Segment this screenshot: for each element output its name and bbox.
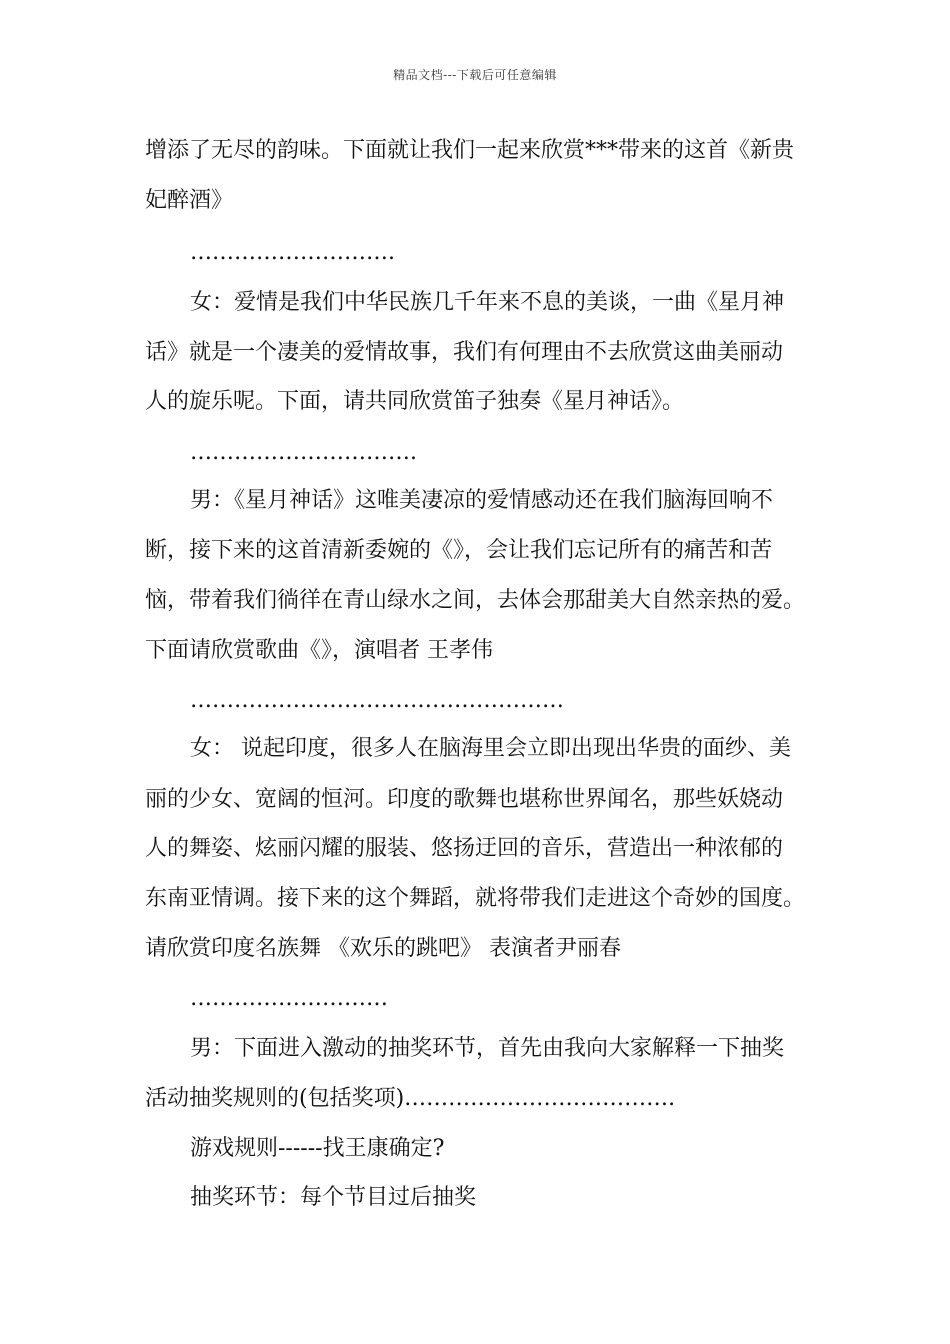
text-line: 增添了无尽的韵味。下面就让我们一起来欣赏***带来的这首《新贵 xyxy=(145,138,795,163)
text-line: 恼，带着我们徜徉在青山绿水之间，去体会那甜美大自然亲热的爱。 xyxy=(145,588,806,613)
text-line: 丽的少女、宽阔的恒河。印度的歌舞也堪称世界闻名，那些妖娆动 xyxy=(145,787,784,812)
text-line: 活动抽奖规则的(包括奖项)………………………………. xyxy=(145,1086,676,1111)
text-line: 话》就是一个凄美的爱情故事，我们有何理由不去欣赏这曲美丽动 xyxy=(145,340,784,365)
text-line: 东南亚情调。接下来的这个舞蹈，就将带我们走进这个奇妙的国度。 xyxy=(145,886,806,911)
text-line: 游戏规则------找王康确定? xyxy=(190,1136,445,1161)
text-line: 女： 说起印度，很多人在脑海里会立即出现出华贵的面纱、美 xyxy=(190,736,791,761)
text-line: 男：《星月神话》这唯美凄凉的爱情感动还在我们脑海回响不 xyxy=(190,488,774,513)
page-header: 精品文档---下载后可任意编辑 xyxy=(393,68,557,82)
ellipsis-line: ……………………… xyxy=(190,986,388,1011)
text-line: 下面请欣赏歌曲《》，演唱者 王孝伟 xyxy=(145,638,493,663)
ellipsis-line: ………………………. xyxy=(190,240,395,265)
ellipsis-line: …………………………. xyxy=(190,440,417,465)
text-line: 男：下面进入激动的抽奖环节，首先由我向大家解释一下抽奖 xyxy=(190,1036,785,1061)
text-line: 人的舞姿、炫丽闪耀的服装、悠扬迂回的音乐，营造出一种浓郁的 xyxy=(145,836,784,861)
ellipsis-line: …………………………………………… xyxy=(190,688,564,713)
text-line: 人的旋乐呢。下面，请共同欣赏笛子独奏《星月神话》。 xyxy=(145,389,685,414)
text-line: 请欣赏印度名族舞 《欢乐的跳吧》 表演者尹丽春 xyxy=(145,936,621,961)
text-line: 断，接下来的这首清新委婉的《》，会让我们忘记所有的痛苦和苦 xyxy=(145,538,773,563)
text-line: 抽奖环节：每个节目过后抽奖 xyxy=(190,1185,477,1210)
text-line: 妃醉酒》 xyxy=(145,188,234,213)
text-line: 女：爱情是我们中华民族几千年来不息的美谈，一曲《星月神 xyxy=(190,290,785,315)
